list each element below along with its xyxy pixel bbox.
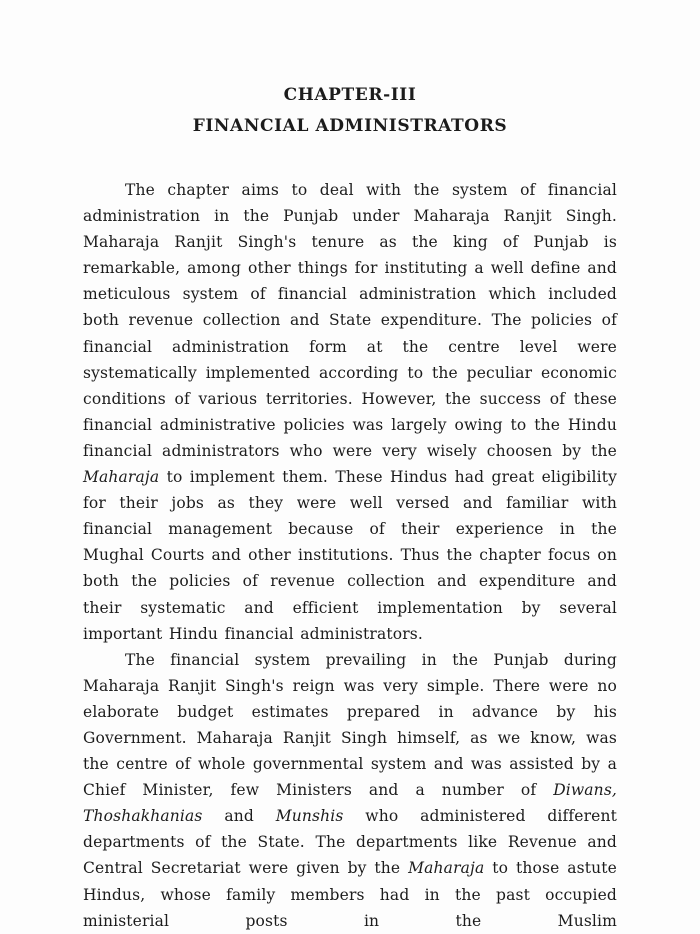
italic-term: Maharaja	[83, 468, 160, 487]
text-run: who administered different departments of the State. The departments like Revenue and Central Secretariat were given by the	[83, 807, 617, 878]
chapter-title: FINANCIAL ADMINISTRATORS	[192, 116, 508, 136]
italic-term: Thoshakhanias	[83, 807, 203, 826]
paragraph	[83, 177, 617, 647]
text-run: The chapter aims to deal with the system of financial administration in the Punjab under Maharaja Ranjit Singh. Maharaja Ranjit Singh's tenure as the king of Punjab is remarkable, among other things for instituting a well define and meticulous system of financial administration which included both revenue collection and State expenditure. The policies of financial administration form at the centre level were systematically implemented according to the peculiar economic conditions of various territories. However, the success of these financial administrative policies was largely owing to the Hindu financial administrators who were very wisely choosen by the	[83, 181, 617, 460]
paragraph	[83, 647, 617, 934]
text-run: and	[202, 807, 276, 826]
text-run: to implement them. These Hindus had great eligibility for their jobs as they were well versed and familiar with financial management because of their experience in the Mughal Courts and other institutions. Thus the chapter focus on both the policies of revenue collection and expenditure and their systematic and efficient implementation by several important Hindu financial administrators.	[83, 468, 617, 643]
text-run: to those astute Hindus, whose family members had in the past occupied ministerial posts in the Muslim	[83, 859, 617, 930]
italic-term: Maharaja	[408, 859, 485, 878]
italic-term: Diwans,	[553, 781, 617, 800]
body-text	[83, 177, 617, 934]
chapter-heading: CHAPTER-III	[283, 85, 417, 105]
italic-term: Munshis	[275, 807, 344, 826]
text-run: The financial system prevailing in the Punjab during Maharaja Ranjit Singh's reign was very simple. There were no elaborate budget estimates prepared in advance by his Government. Maharaja Ranjit Singh himself, as we know, was the centre of whole governmental system and was assisted by a Chief Minister, few Ministers and a number of	[83, 650, 617, 800]
